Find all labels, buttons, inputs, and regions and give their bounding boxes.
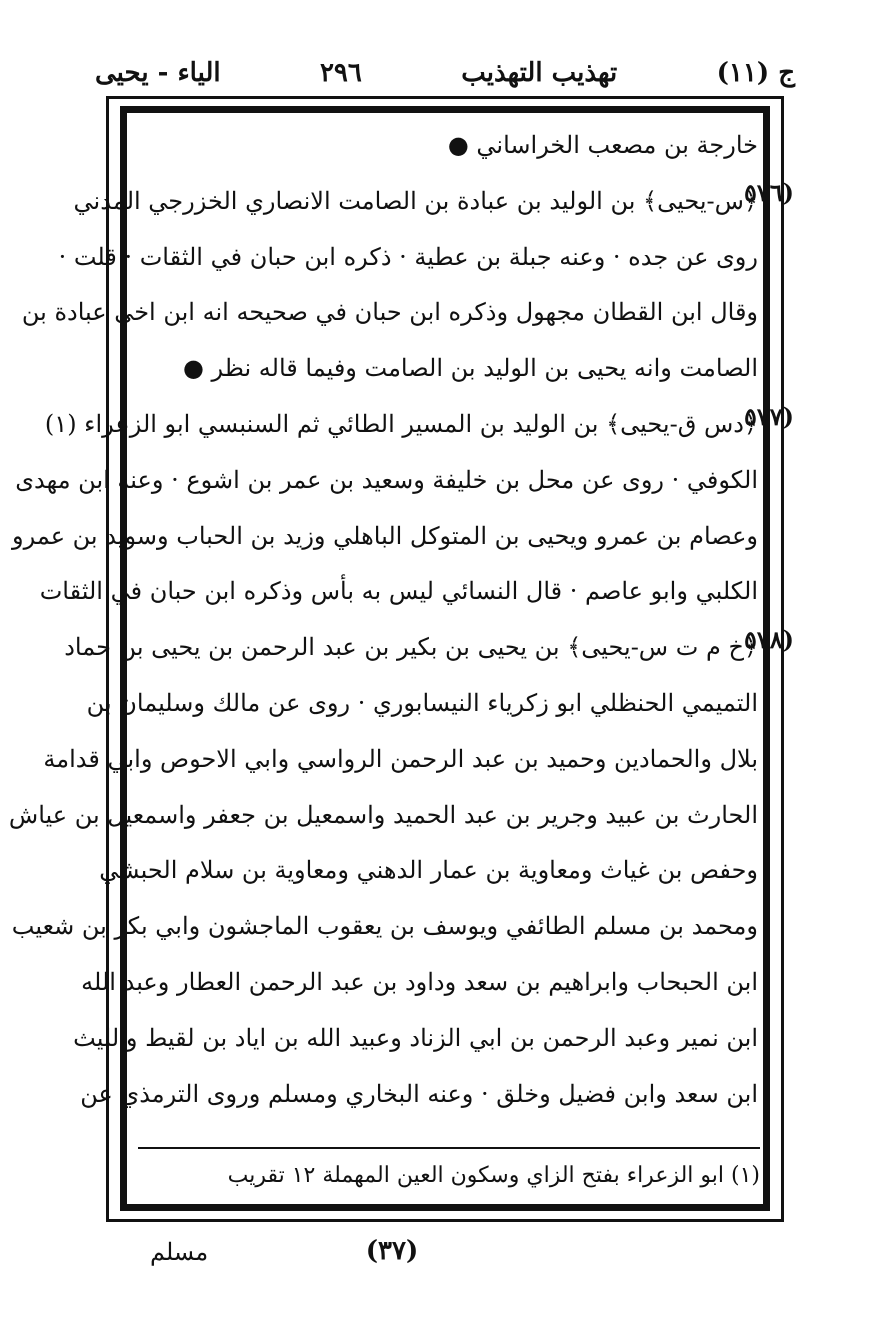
text-line: بلال والحمادين وحميد بن عبد الرحمن الرواسي وابي الاحوص وابي قدامة bbox=[43, 744, 758, 773]
entry-number-577: (٥٧٧ bbox=[743, 402, 794, 431]
footnote: (١) ابو الزعراء بفتح الزاي وسكون العين المهملة ١٢ تقريب bbox=[227, 1163, 760, 1188]
text-line: ﴿دس ق-يحيى﴾ بن الوليد بن المسير الطائي ثم السنبسي ابو الزعراء (١) bbox=[44, 409, 758, 438]
header-chapter: الياء - يحيى bbox=[95, 58, 221, 88]
entry-number-578: (٥٧٨ bbox=[743, 625, 794, 654]
text-line: خارجة بن مصعب الخراساني ● bbox=[447, 131, 758, 159]
header-page: ٢٩٦ bbox=[319, 58, 362, 88]
text-line: ابن نمير وعبد الرحمن بن ابي الزناد وعبيد الله بن اياد بن لقيط والليث bbox=[73, 1023, 758, 1052]
text-line: وحفص بن غياث ومعاوية بن عمار الدهني ومعاوية بن سلام الحبشي bbox=[99, 856, 758, 885]
page-number: (٣٧) bbox=[365, 1236, 419, 1266]
text-line: وعصام بن عمرو ويحيى بن المتوكل الباهلي وزيد بن الحباب وسويد بن عمرو bbox=[12, 521, 758, 550]
text-line: الصامت وانه يحيى بن الوليد بن الصامت وفيما قاله نظر ● bbox=[182, 354, 758, 383]
text-line: التميمي الحنظلي ابو زكرياء النيسابوري · روى عن مالك وسليمان بن bbox=[86, 688, 758, 717]
text-line: الحارث بن عبيد وجرير بن عبد الحميد واسمعيل بن جعفر واسمعيل بن عياش bbox=[8, 800, 758, 829]
text-line: ابن الحبحاب وابراهيم بن سعد وداود بن عبد الرحمن العطار وعبد الله bbox=[81, 967, 758, 996]
entry-number-576: (٥٧٦ bbox=[743, 178, 794, 207]
text-line: ومحمد بن مسلم الطائفي ويوسف بن يعقوب الماجشون وابي بكر بن شعيب bbox=[11, 912, 758, 941]
text-line: ابن سعد وابن فضيل وخلق · وعنه البخاري ومسلم وروى الترمذي عن bbox=[80, 1079, 758, 1108]
text-line: وقال ابن القطان مجهول وذكره ابن حبان في صحيحه انه ابن اخي عبادة بن bbox=[21, 298, 758, 327]
main-text bbox=[8, 118, 758, 1122]
text-line: ﴿س-يحيى﴾ بن الوليد بن عبادة بن الصامت الانصاري الخزرجي المدني bbox=[73, 186, 758, 215]
footnote-rule bbox=[138, 1147, 760, 1149]
signature-mark: مسلم bbox=[150, 1238, 209, 1266]
text-line: الكلبي وابو عاصم · قال النسائي ليس به بأس وذكره ابن حبان في الثقات bbox=[39, 577, 758, 606]
text-line: الكوفي · روى عن محل بن خليفة وسعيد بن عمر بن اشوع · وعنه ابن مهدى bbox=[15, 465, 758, 494]
header-volume: ج (١١) bbox=[716, 58, 795, 88]
text-line: ﴿خ م ت س-يحيى﴾ بن يحيى بن بكير بن عبد الرحمن بن يحيى بن حماد bbox=[64, 633, 758, 662]
header-book-title: تهذيب التهذيب bbox=[461, 58, 618, 88]
text-line: روى عن جده · وعنه جبلة بن عطية · ذكره ابن حبان في الثقات · قلت · bbox=[58, 242, 758, 271]
running-header bbox=[95, 52, 795, 94]
